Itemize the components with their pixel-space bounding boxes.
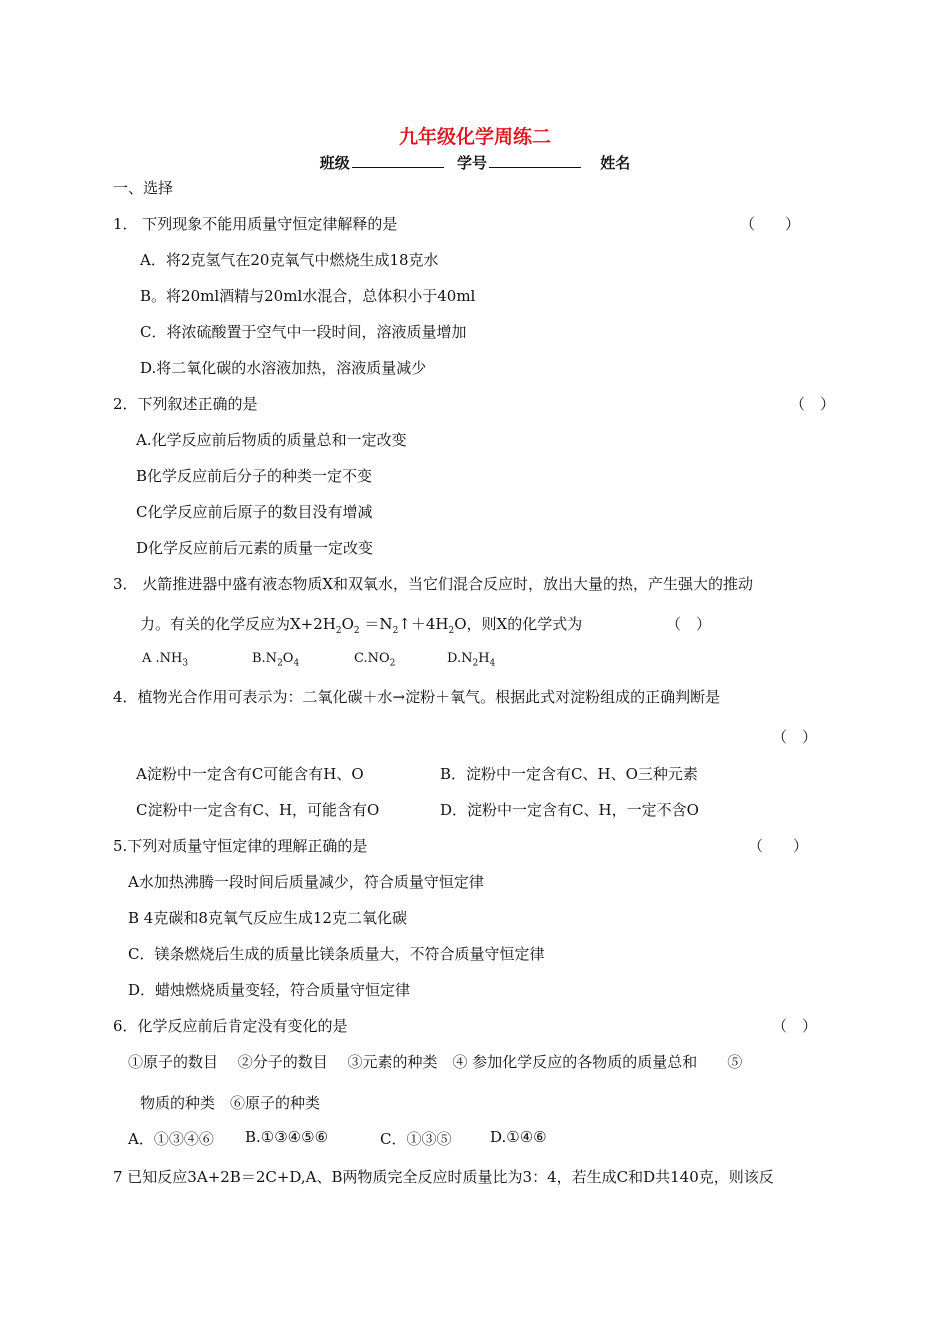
q3-option-b	[252, 651, 299, 669]
section-heading: 一、选择	[113, 179, 174, 197]
q6-option-c: C．①③⑤	[380, 1130, 452, 1148]
q6-answer-paren: （ ）	[772, 1017, 818, 1035]
q5-option-c: C．镁条燃烧后生成的质量比镁条质量大，不符合质量守恒定律	[128, 945, 545, 963]
q4-stem: 4．植物光合作用可表示为：二氧化碳＋水→淀粉＋氧气。根据此式对淀粉组成的正确判断是	[113, 688, 721, 706]
q3-d-sub: 2	[472, 658, 479, 669]
class-blank	[352, 155, 444, 168]
q6-option-a: A．①③④⑥	[128, 1130, 214, 1148]
q7-stem: 7 已知反应3A+2B＝2C+D,A、B两物质完全反应时质量比为3：4，若生成C和D共140克，则该反	[113, 1168, 774, 1186]
q3-eq-part: O，则X的化学式为	[454, 615, 583, 633]
q3-eq-part: ↑＋4H	[398, 615, 449, 633]
q5-stem: 5.下列对质量守恒定律的理解正确的是	[113, 837, 368, 855]
q4-option-a: A淀粉中一定含有C可能含有H、O	[136, 765, 364, 783]
q3-eq-part: O	[341, 615, 354, 633]
q3-d-sub: 4	[489, 658, 496, 669]
q3-d-text: D.N	[447, 651, 473, 666]
q3-eq-part: ＝N	[359, 615, 393, 633]
q2-answer-paren: （ ）	[790, 395, 836, 413]
q6-items-line1: ①原子的数目 ②分子的数目 ③元素的种类 ④ 参加化学反应的各物质的质量总和 ⑤	[128, 1053, 743, 1071]
q5-answer-paren: （ ）	[748, 837, 809, 855]
q3-c-text: C.NO	[354, 651, 390, 666]
number-label: 学号	[456, 154, 487, 172]
q1-option-d: D.将二氧化碳的水溶液加热，溶液质量减少	[140, 359, 427, 377]
q3-eq-part: 力。有关的化学反应为X+2H	[140, 615, 336, 633]
q3-answer-paren: （ ）	[666, 615, 712, 633]
q2-option-a: A.化学反应前后物质的质量总和一定改变	[136, 431, 407, 449]
q3-stem-line2	[140, 613, 582, 636]
q3-b-sub: 4	[293, 658, 300, 669]
q3-a-sub: 3	[182, 658, 189, 669]
q6-stem: 6．化学反应前后肯定没有变化的是	[113, 1017, 348, 1035]
q6-option-d: D.①④⑥	[490, 1128, 547, 1146]
q2-stem: 2．下列叙述正确的是	[113, 395, 258, 413]
q5-option-d: D．蜡烛燃烧质量变轻，符合质量守恒定律	[128, 981, 411, 999]
q5-option-a: A水加热沸腾一段时间后质量减少，符合质量守恒定律	[128, 873, 484, 891]
q2-option-c: C化学反应前后原子的数目没有增减	[136, 503, 373, 521]
q3-d-text: H	[478, 651, 490, 666]
q3-option-c	[354, 651, 395, 669]
q1-option-a: A．将2克氢气在20克氧气中燃烧生成18克水	[140, 251, 439, 269]
q3-eq-sub: 2	[335, 626, 342, 636]
student-info-line	[0, 152, 950, 173]
q4-option-c: C淀粉中一定含有C、H，可能含有O	[136, 801, 380, 819]
page-title: 九年级化学周练二	[398, 126, 551, 148]
q3-c-sub: 2	[389, 658, 396, 669]
q4-answer-paren: （ ）	[772, 728, 818, 746]
q5-option-b: B 4克碳和8克氧气反应生成12克二氧化碳	[128, 909, 407, 927]
q3-b-text: O	[282, 651, 294, 666]
q4-option-d: D．淀粉中一定含有C、H，一定不含O	[440, 801, 699, 819]
q6-items-line2: 物质的种类 ⑥原子的种类	[140, 1094, 321, 1112]
name-label: 姓名	[600, 154, 631, 172]
q1-option-c: C．将浓硫酸置于空气中一段时间，溶液质量增加	[140, 323, 467, 341]
q4-option-b: B．淀粉中一定含有C、H、O三种元素	[440, 765, 698, 783]
q2-option-d: D化学反应前后元素的质量一定改变	[136, 539, 374, 557]
q3-b-text: B.N	[252, 651, 278, 666]
q3-option-a	[142, 651, 188, 669]
q3-eq-sub: 2	[448, 626, 455, 636]
q3-eq-sub: 2	[353, 626, 360, 636]
q6-option-b: B.①③④⑤⑥	[245, 1128, 329, 1146]
q1-answer-paren: （ ）	[740, 215, 801, 233]
q3-eq-sub: 2	[392, 626, 399, 636]
q1-stem: 1． 下列现象不能用质量守恒定律解释的是	[113, 215, 398, 233]
q1-option-b: B。将20ml酒精与20ml水混合，总体积小于40ml	[140, 287, 476, 305]
class-label: 班级	[319, 154, 350, 172]
number-blank	[489, 155, 581, 168]
q2-option-b: B化学反应前后分子的种类一定不变	[136, 467, 373, 485]
q3-b-sub: 2	[277, 658, 283, 669]
q3-a-text: A .NH	[142, 651, 183, 666]
q3-option-d	[447, 651, 495, 669]
q3-stem-line1: 3． 火箭推进器中盛有液态物质X和双氧水，当它们混合反应时，放出大量的热，产生强大的推动	[113, 575, 753, 593]
